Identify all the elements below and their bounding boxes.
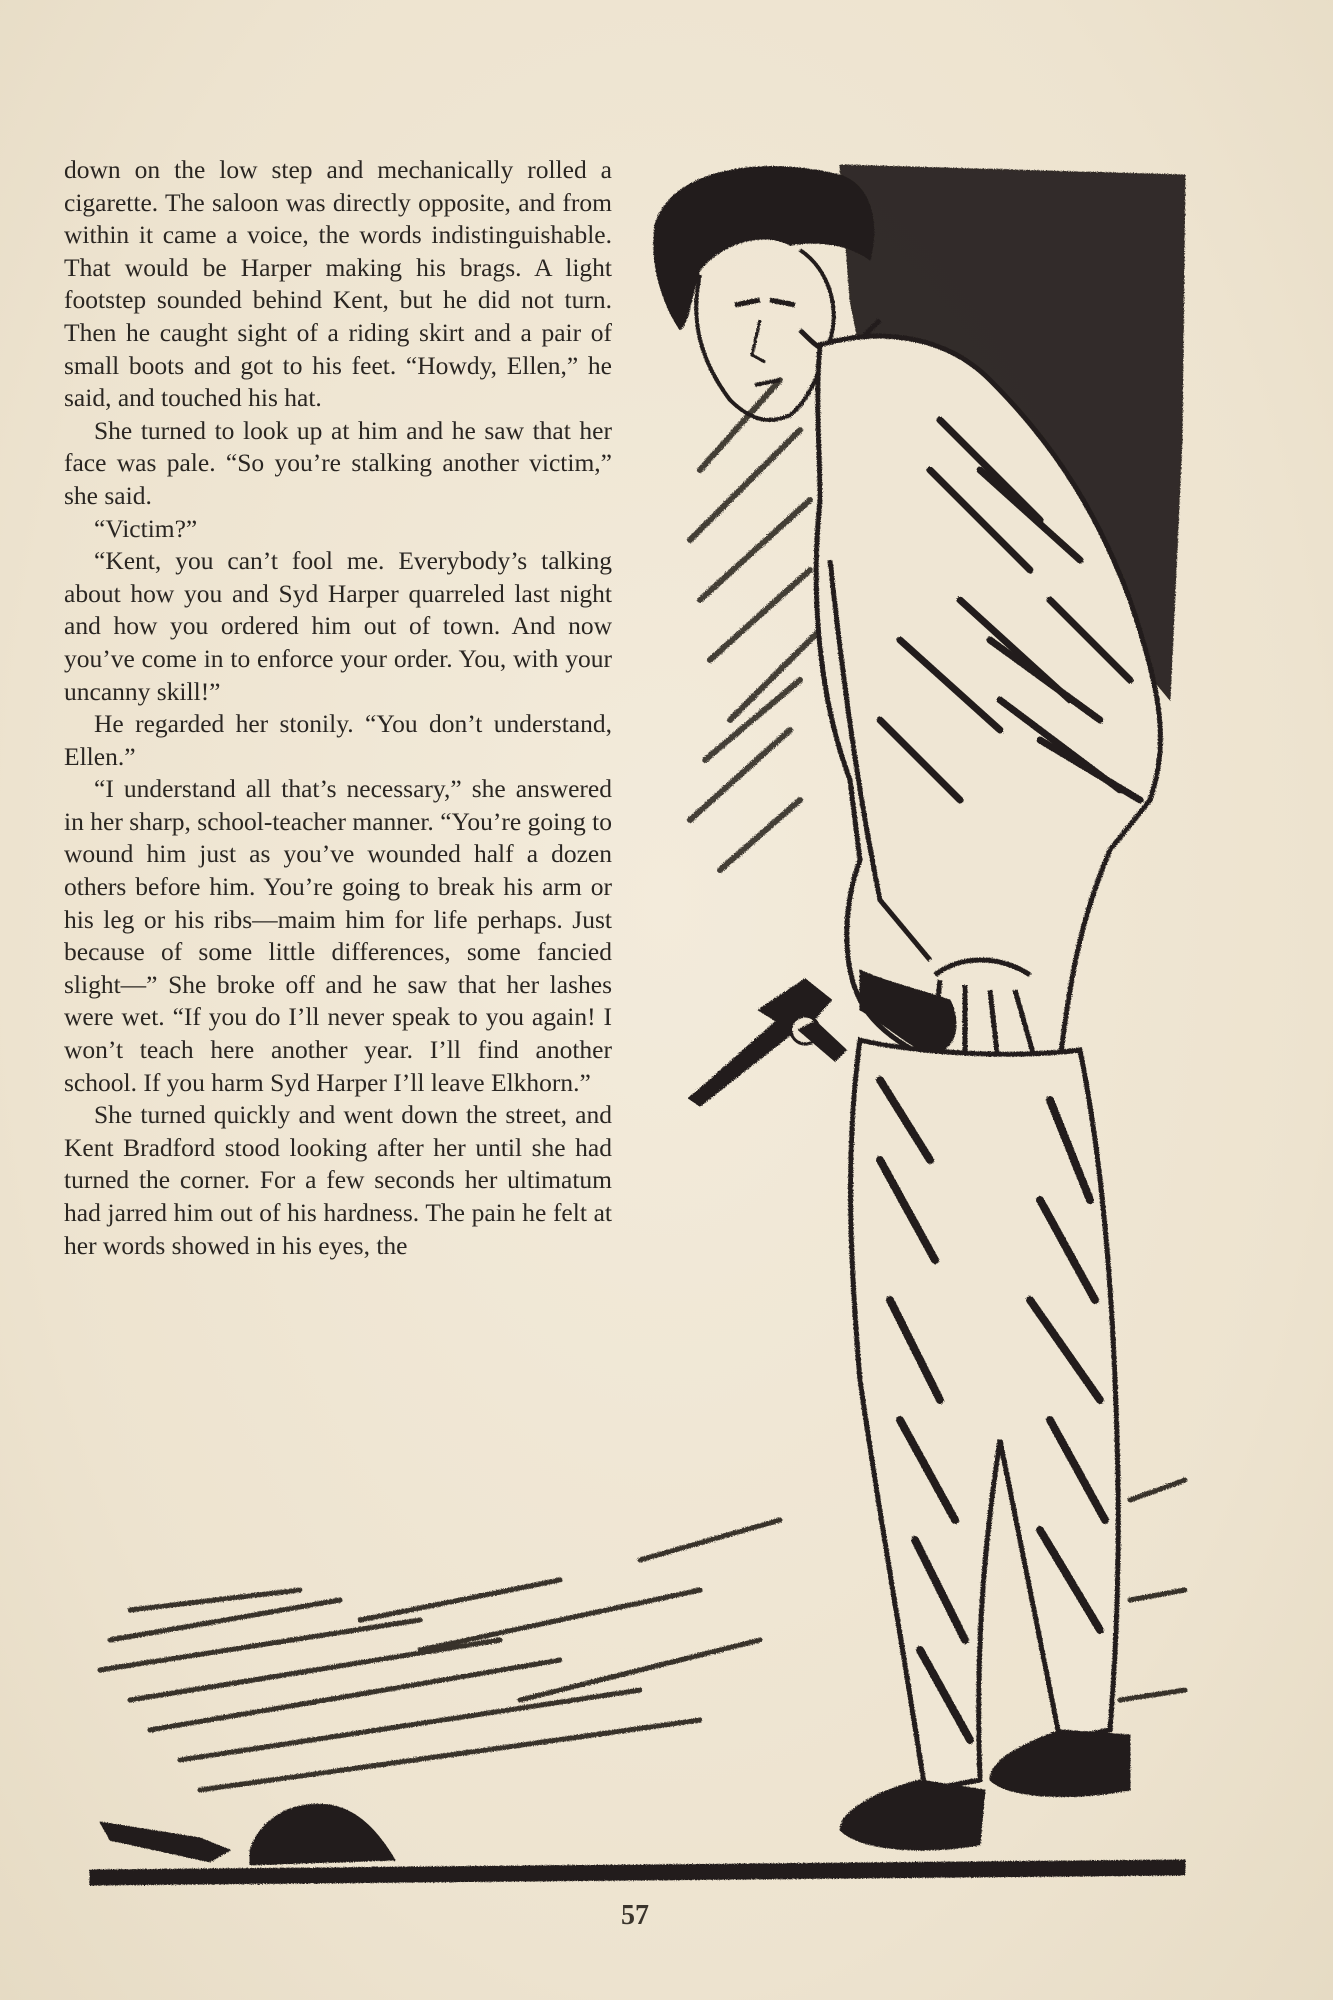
story-text-column <box>64 154 612 1262</box>
hair <box>654 167 874 330</box>
shadow-background <box>840 165 1185 700</box>
paragraph-4: “Kent, you can’t fool me. Everybody’s talking about how you and Syd Harper quarreled last night and how you ordered him out of town. And now you’ve come in to enforce your order. You, with your uncanny skill!” <box>64 546 612 706</box>
paragraph-2: She turned to look up at him and he saw that her face was pale. “So you’re stalking another victim,” she said. <box>64 415 612 510</box>
fallen-figure <box>250 1804 395 1865</box>
paragraph-5: He regarded her stonily. “You don’t understand, Ellen.” <box>64 709 612 771</box>
paragraph-1: down on the low step and mechanically rolled a cigarette. The saloon was directly opposite, and from within it came a voice, the words indistinguishable. That would be Harper making his brags. A light footstep sounded behind Kent, but he did not turn. Then he caught sight of a riding skirt and a pair of small boots and got to his feet. “Howdy, Ellen,” he said, and touched his hat. <box>64 155 612 413</box>
paragraph-6: “I understand all that’s necessary,” she answered in her sharp, school-teacher manner. “You’re going to wound him just as you’ve wounded half a dozen others before him. You’re going to break his arm or his leg or his ribs—maim him for life perhaps. Just because of some little differences, some fancied slight—” She broke off and he saw that her lashes were wet. “If you do I’ll never speak to you again! I won’t teach here another year. I’ll find another school. If you harm Syd Harper I’ll leave Elkhorn.” <box>64 774 612 1097</box>
ground <box>90 1860 1185 1885</box>
trousers <box>851 1040 1119 1790</box>
dropped-revolver <box>100 1822 230 1862</box>
revolver <box>690 980 845 1105</box>
coat <box>816 336 1160 1080</box>
left-shoe <box>840 1780 985 1850</box>
paragraph-7: She turned quickly and went down the street, and Kent Bradford stood looking after her until she had turned the corner. For a few seconds her ultimatum had jarred him out of his hardness. The pain he felt at her words showed in his eyes, the <box>64 1100 612 1260</box>
right-hand <box>860 970 956 1055</box>
page-number: 57 <box>621 1900 649 1931</box>
paragraph-3: “Victim?” <box>94 513 198 543</box>
right-shoe <box>990 1730 1130 1797</box>
face <box>696 250 834 420</box>
